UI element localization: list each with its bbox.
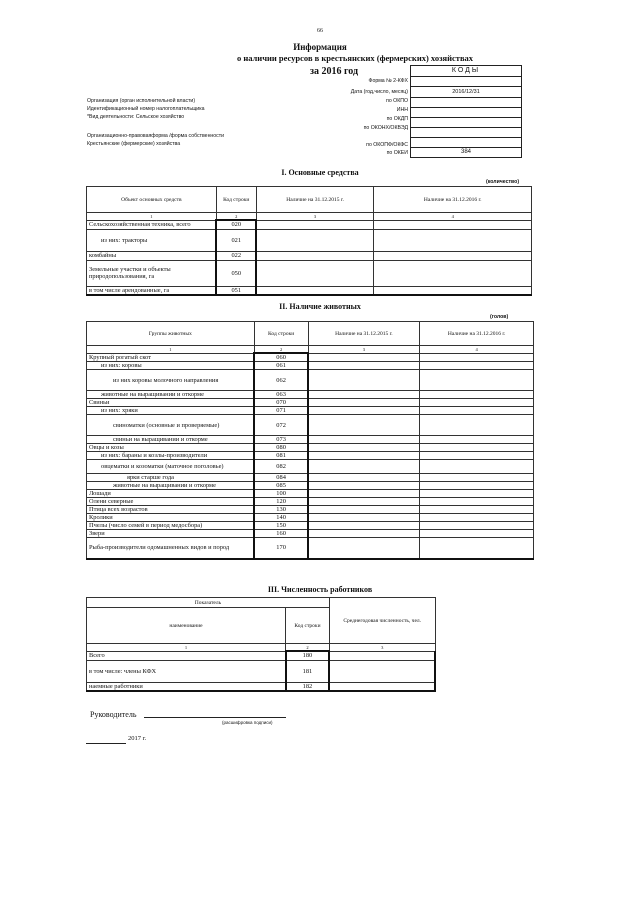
value-cell-2015[interactable] [308, 436, 420, 444]
row-code: 073 [254, 436, 308, 444]
inn-cell [410, 108, 522, 118]
table-row [87, 436, 534, 444]
section3-header-avg: Среднегодовая численность, чел. [329, 598, 435, 644]
row-name: в том числе: члены КФХ [87, 660, 286, 682]
row-code: 182 [286, 682, 330, 691]
colnum: 2 [216, 213, 256, 221]
value-cell-2016[interactable] [420, 498, 534, 506]
okei-label: по ОКЕИ [386, 150, 408, 156]
row-name: комбайны [87, 251, 217, 260]
table-row [87, 660, 436, 682]
okdp-label: по ОКДП [386, 116, 408, 122]
row-code: 060 [254, 353, 308, 362]
row-name: ярки старше года [87, 474, 255, 482]
row-name: из них: коровы [87, 362, 255, 370]
signature-line[interactable] [144, 716, 286, 718]
workers-table [86, 597, 436, 692]
value-cell-2016[interactable] [420, 391, 534, 399]
row-code: 120 [254, 498, 308, 506]
row-name: Пчелы (число семей в период медосбора) [87, 522, 255, 530]
table-row [87, 353, 534, 362]
row-code: 022 [216, 251, 256, 260]
section2-header-code: Код строки [254, 322, 308, 346]
date-line[interactable] [86, 742, 126, 744]
row-code: 160 [254, 530, 308, 538]
row-code: 170 [254, 538, 308, 559]
date-label: Дата (год,число, месяц) [350, 89, 408, 95]
table-row [87, 220, 532, 229]
colnum: 4 [374, 213, 532, 221]
value-cell-2015[interactable] [308, 538, 420, 559]
value-cell-2015[interactable] [256, 251, 374, 260]
document-title: Информация [293, 42, 347, 52]
colnum: 2 [286, 644, 330, 652]
value-cell-2016[interactable] [420, 460, 534, 474]
section3-header-row-1 [87, 598, 436, 608]
colnum: 2 [254, 346, 308, 354]
section1-header-row [87, 187, 532, 213]
table-row [87, 522, 534, 530]
livestock-table [86, 321, 534, 560]
section1-colnum-row [87, 213, 532, 221]
table-row [87, 514, 534, 522]
table-row [87, 651, 436, 660]
section3-header-name: наименование [87, 608, 286, 644]
colnum: 3 [256, 213, 374, 221]
value-cell-2016[interactable] [420, 362, 534, 370]
row-code: 061 [254, 362, 308, 370]
table-row [87, 286, 532, 295]
colnum: 1 [87, 644, 286, 652]
value-cell-2016[interactable] [420, 482, 534, 490]
row-name: свиньи на выращивании и откорме [87, 436, 255, 444]
row-name: Звери [87, 530, 255, 538]
colnum: 3 [308, 346, 420, 354]
table-row [87, 490, 534, 498]
document-subtitle: о наличии ресурсов в крестьянских (фермерских) хозяйствах [236, 53, 474, 63]
value-cell-2016[interactable] [374, 220, 532, 229]
table-row [87, 538, 534, 559]
value-cell-2016[interactable] [374, 229, 532, 251]
value-cell[interactable] [329, 682, 435, 691]
okopf-label: по ОКОПФ/ОКФС [366, 142, 408, 148]
value-cell-2016[interactable] [420, 490, 534, 498]
codes-header: КОДЫ [410, 65, 522, 77]
colnum: 4 [420, 346, 534, 354]
okopf-cell-1 [410, 138, 522, 148]
value-cell-2016[interactable] [420, 353, 534, 362]
row-code: 180 [286, 651, 330, 660]
row-code: 081 [254, 452, 308, 460]
section2-unit: (голов) [490, 314, 509, 320]
form-code-cell [410, 76, 522, 87]
value-cell-2015[interactable] [308, 452, 420, 460]
okonh-label: по ОКОНХ/ОКВЭД [363, 125, 408, 131]
table-row [87, 498, 534, 506]
table-row [87, 530, 534, 538]
date-value: 2016/12/31 [410, 87, 522, 98]
row-name: Крупный рогатый скот [87, 353, 255, 362]
row-name: животные на выращивании и откорме [87, 482, 255, 490]
legal-form-value: Крестьянские (фермерские) хозяйства [87, 141, 181, 147]
section2-title: II. Наличие животных [279, 302, 361, 311]
table-row [87, 482, 534, 490]
value-cell-2016[interactable] [420, 522, 534, 530]
row-code: 085 [254, 482, 308, 490]
row-name: овцематки и козоматки (маточное поголовье) [87, 460, 255, 474]
value-cell-2015[interactable] [308, 482, 420, 490]
row-code: 051 [216, 286, 256, 295]
table-row [87, 399, 534, 407]
value-cell-2016[interactable] [420, 506, 534, 514]
value-cell-2015[interactable] [256, 286, 374, 295]
head-label: Руководитель [90, 710, 137, 719]
value-cell-2015[interactable] [308, 474, 420, 482]
value-cell[interactable] [329, 651, 435, 660]
row-name: Овцы и козы [87, 444, 255, 452]
row-name: Рыба-производители одомашненных видов и пород [87, 538, 255, 559]
value-cell-2015[interactable] [308, 391, 420, 399]
section3-colnum-row [87, 644, 436, 652]
section1-header-object: Объект основных средств [87, 187, 217, 213]
table-row [87, 444, 534, 452]
value-cell-2015[interactable] [308, 362, 420, 370]
value-cell[interactable] [329, 660, 435, 682]
section1-header-2016: Наличие на 31.12.2016 г. [374, 187, 532, 213]
value-cell-2016[interactable] [420, 415, 534, 436]
value-cell-2016[interactable] [420, 530, 534, 538]
okonh-cell [410, 128, 522, 138]
activity-label: *Вид деятельности: Сельское хозяйство [87, 114, 185, 120]
okdp-cell [410, 118, 522, 128]
value-cell-2015[interactable] [308, 370, 420, 391]
table-row [87, 682, 436, 691]
section1-unit: (количество) [486, 179, 520, 185]
row-code: 140 [254, 514, 308, 522]
value-cell-2016[interactable] [420, 452, 534, 460]
table-row [87, 460, 534, 474]
inn-description: Идентификационный номер налогоплательщика [87, 106, 205, 112]
row-name: Всего [87, 651, 286, 660]
row-name: из них коровы молочного направления [87, 370, 255, 391]
row-code: 100 [254, 490, 308, 498]
row-name: Земельные участки и объекты природопользования, га [87, 260, 217, 286]
row-code: 062 [254, 370, 308, 391]
fixed-assets-table [86, 186, 532, 296]
okpo-label: по ОКПО [386, 98, 408, 104]
colnum: 1 [87, 213, 217, 221]
row-code: 050 [216, 260, 256, 286]
value-cell-2015[interactable] [308, 530, 420, 538]
sign-year: 2017 г. [128, 735, 147, 742]
value-cell-2016[interactable] [374, 260, 532, 286]
value-cell-2015[interactable] [308, 460, 420, 474]
row-code: 070 [254, 399, 308, 407]
value-cell-2015[interactable] [308, 522, 420, 530]
row-name: Свиньи [87, 399, 255, 407]
row-code: 072 [254, 415, 308, 436]
colnum: 1 [87, 346, 255, 354]
okei-value: 384 [410, 148, 522, 158]
table-row [87, 229, 532, 251]
row-code: 130 [254, 506, 308, 514]
value-cell-2015[interactable] [308, 490, 420, 498]
section2-header-group: Группы животных [87, 322, 255, 346]
section3-header-code: Код строки [286, 608, 330, 644]
table-row [87, 452, 534, 460]
inn-label: ИНН [396, 107, 408, 113]
table-row [87, 415, 534, 436]
row-code: 150 [254, 522, 308, 530]
value-cell-2015[interactable] [308, 514, 420, 522]
table-row [87, 506, 534, 514]
value-cell-2015[interactable] [308, 498, 420, 506]
row-name: Олени северные [87, 498, 255, 506]
section2-header-2015: Наличие на 31.12.2015 г. [308, 322, 420, 346]
row-name: Сельскохозяйственная техника, всего [87, 220, 217, 229]
value-cell-2016[interactable] [420, 407, 534, 415]
value-cell-2015[interactable] [256, 260, 374, 286]
row-name: свиноматки (основные и проверяемые) [87, 415, 255, 436]
table-row [87, 260, 532, 286]
page-number: 66 [317, 28, 323, 34]
row-code: 181 [286, 660, 330, 682]
row-name: наемные работники [87, 682, 286, 691]
value-cell-2015[interactable] [308, 415, 420, 436]
section1-title: I. Основные средства [281, 168, 359, 177]
table-row [87, 474, 534, 482]
row-name: из них: хряки [87, 407, 255, 415]
signature-hint: (расшифровка подписи) [222, 720, 273, 725]
section3-header-indicator: Показатель [87, 598, 330, 608]
row-name: животные на выращивании и откорме [87, 391, 255, 399]
row-code: 080 [254, 444, 308, 452]
table-row [87, 362, 534, 370]
report-year: за 2016 год [310, 66, 359, 77]
value-cell-2015[interactable] [308, 407, 420, 415]
section2-header-row [87, 322, 534, 346]
form-label: Форма № 2-КФХ [368, 78, 408, 84]
value-cell-2016[interactable] [420, 514, 534, 522]
value-cell-2016[interactable] [420, 399, 534, 407]
legal-form-label: Организационно-правоваяформа /форма собственности [87, 133, 225, 139]
row-code: 021 [216, 229, 256, 251]
value-cell-2015[interactable] [308, 353, 420, 362]
row-code: 020 [216, 220, 256, 229]
section1-header-code: Код строки [216, 187, 256, 213]
row-name: Кролики [87, 514, 255, 522]
table-row [87, 370, 534, 391]
okpo-cell [410, 97, 522, 108]
row-name: в том числе арендованные, га [87, 286, 217, 295]
value-cell-2015[interactable] [308, 444, 420, 452]
value-cell-2015[interactable] [308, 506, 420, 514]
section2-colnum-row [87, 346, 534, 354]
org-label: Организация (орган исполнительной власти) [87, 98, 196, 104]
section1-header-2015: Наличие на 31.12.2015 г. [256, 187, 374, 213]
value-cell-2016[interactable] [420, 538, 534, 559]
value-cell-2015[interactable] [256, 220, 374, 229]
row-name: Лошади [87, 490, 255, 498]
row-name: Птица всех возрастов [87, 506, 255, 514]
value-cell-2016[interactable] [420, 444, 534, 452]
row-name: из них: тракторы [87, 229, 217, 251]
row-code: 084 [254, 474, 308, 482]
section3-title: III. Численность работников [267, 585, 373, 594]
table-row [87, 407, 534, 415]
value-cell-2016[interactable] [420, 436, 534, 444]
value-cell-2015[interactable] [308, 399, 420, 407]
value-cell-2016[interactable] [374, 286, 532, 295]
value-cell-2016[interactable] [420, 474, 534, 482]
table-row [87, 251, 532, 260]
section2-header-2016: Наличие на 31.12.2016 г. [420, 322, 534, 346]
row-code: 071 [254, 407, 308, 415]
colnum: 3 [329, 644, 435, 652]
row-name: из них: бараны и козлы-производители [87, 452, 255, 460]
value-cell-2016[interactable] [420, 370, 534, 391]
value-cell-2016[interactable] [374, 251, 532, 260]
table-row [87, 391, 534, 399]
value-cell-2015[interactable] [256, 229, 374, 251]
row-code: 063 [254, 391, 308, 399]
row-code: 082 [254, 460, 308, 474]
